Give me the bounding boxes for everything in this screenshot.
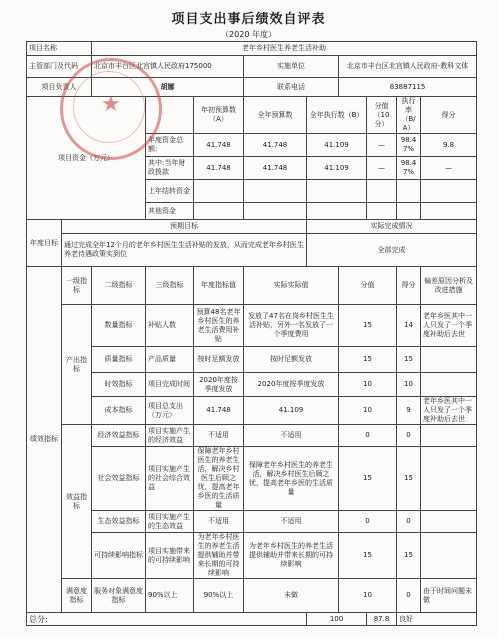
perf-get: 0 [397,425,421,447]
perf-target: 90%以上 [194,579,244,613]
funds-label: 项目资金（万元） [27,97,146,220]
perf-get: 10 [397,373,421,397]
funds-head-initial: 年初预算数（A） [194,97,244,134]
perf-score: 0 [339,425,397,447]
perf-head: 二级指标 [92,267,146,305]
perf-actual: 不适用 [244,511,339,533]
satisfaction-indicator-label: 满意度指标 [62,579,92,613]
perf-head: 年度指标值 [194,267,244,305]
funds-cell: 41.109 [307,134,367,157]
funds-cell: 98.47% [397,134,421,157]
perf-target: 预算48名老年乡村医生的养老生活费用补贴 [194,305,244,347]
funds-cell: 41.748 [244,157,307,180]
perf-score: 15 [339,305,397,347]
perf-l2: 可持续影响指标 [92,533,146,579]
perf-section-label: 绩效指标 [27,267,62,613]
funds-cell: 98.47% [397,157,421,180]
total-label: 总分: [27,613,307,626]
funds-cell: 9.8 [421,134,477,157]
perf-note [421,347,477,373]
unit-value: 北京市丰台区北宫镇人民政府-教科文体 [339,56,477,78]
funds-cell [307,203,367,220]
perf-l3: 补贴人数 [146,305,194,347]
perf-score: 15 [339,447,397,511]
perf-l3: 项目实施带来的可持续影响 [146,533,194,579]
perf-get: 9 [397,397,421,425]
perf-score: 0 [339,511,397,533]
perf-l3: 项目完成时间 [146,373,194,397]
perf-note: 老年乡医其中一人只发了一个季度补助后去世 [421,305,477,347]
perf-get: 0 [397,579,421,613]
perf-score: 10 [339,373,397,397]
project-name-value: 老年乡村医生养老生活补助 [92,42,477,56]
perf-head: 三级指标 [146,267,194,305]
perf-actual: 按时足额发放 [244,347,339,373]
perf-l3: 项目实施产生的社会综合效益 [146,447,194,511]
perf-note: 由于时间问题未做 [421,579,477,613]
funds-head-exec: 全年执行数（B） [307,97,367,134]
perf-note [421,533,477,579]
seal-star-icon: ★ [101,92,121,117]
funds-cell [307,180,367,203]
funds-cell [194,203,244,220]
perf-actual: 保障老年乡村医生的养老生活，解决乡村医生后顾之忧，提高老年乡医的生活质量 [244,447,339,511]
perf-l3: 产品质量 [146,347,194,373]
funds-head-score: 分值（10分） [367,97,397,134]
perf-head: 一级指标 [62,267,92,305]
goal-expected-text: 通过完成全年12个月的老年乡村医生生活补贴的发放，从而完成老年乡村医生养老待遇政策实到位 [62,234,307,267]
perf-target: 不适用 [194,511,244,533]
perf-note [421,373,477,397]
funds-cell: 41.748 [194,157,244,180]
perf-head: 实际实际值 [244,267,339,305]
project-name-label: 项目名称 [27,42,92,56]
funds-cell [244,203,307,220]
funds-cell [421,180,477,203]
perf-get: 14 [397,305,421,347]
funds-cell: — [421,157,477,180]
leader-label: 项目负责人 [27,78,92,97]
perf-note [421,447,477,511]
effect-indicator-label: 效益指标 [62,425,92,579]
total-score: 100 [307,613,367,626]
funds-row-label: 上年结转资金 [146,180,194,203]
perf-note: 老年乡医其中一人只发了一个季度补助后去世 [421,397,477,425]
funds-row-label: 年度资金总额: [146,134,194,157]
perf-head: 分值 [339,267,397,305]
page-title: 项目支出事后绩效自评表 [171,12,326,27]
funds-cell [367,203,397,220]
perf-actual: 2020年度按季度发放 [244,373,339,397]
funds-row-label: 其中:当年财政拨款 [146,157,194,180]
goal-actual-text: 全部完成 [307,234,477,267]
funds-cell: 41.748 [244,134,307,157]
funds-head-rate: 执行率（B/A） [397,97,421,134]
perf-target: 2020年度按季度发放 [194,373,244,397]
perf-head: 得分 [397,267,421,305]
funds-cell [244,180,307,203]
funds-cell [397,180,421,203]
funds-cell: — [367,134,397,157]
perf-l2: 生态效益指标 [92,511,146,533]
perf-get: 0 [397,511,421,533]
perf-target: 按时足额发放 [194,347,244,373]
total-get: 87.8 [367,613,397,626]
funds-cell: — [367,157,397,180]
funds-cell [421,203,477,220]
perf-target: 不适用 [194,425,244,447]
perf-score: 10 [339,579,397,613]
dept-label: 主管部门及代码 [27,56,92,78]
perf-score: 15 [339,533,397,579]
perf-actual: 未做 [244,579,339,613]
perf-l2: 成本指标 [92,397,146,425]
phone-label: 联系电话 [244,78,339,97]
perf-actual: 为老年乡村医生的养老生活提供辅助并带来长期的可持续影响 [244,533,339,579]
perf-note [421,511,477,533]
leader-value: 胡娜 [92,78,244,97]
phone-value: 83887115 [339,78,477,97]
perf-get: 15 [397,533,421,579]
perf-l2: 社会效益指标 [92,447,146,511]
funds-cell: 41.109 [307,157,367,180]
perf-score: 10 [339,397,397,425]
perf-note [421,425,477,447]
funds-cell [194,180,244,203]
funds-blank-head [146,97,194,134]
funds-cell [397,203,421,220]
perf-l2: 质量指标 [92,347,146,373]
funds-cell: 41.748 [194,134,244,157]
perf-target: 保障老年乡村医生的养老生活，解决乡村医生后顾之忧，提高老年乡医的生活质量 [194,447,244,511]
perf-l3: 项目实施产生的生态效益 [146,511,194,533]
perf-actual: 不适用 [244,425,339,447]
goal-label: 年度目标 [27,220,62,267]
perf-score: 15 [339,347,397,373]
funds-head-get: 得分 [421,97,477,134]
perf-l2: 经济效益指标 [92,425,146,447]
perf-l2: 服务对象满意度指标 [92,579,146,613]
perf-get: 15 [397,447,421,511]
funds-cell [367,180,397,203]
evaluation-table [26,41,477,626]
perf-target: 为老年乡村医生的养老生活提供辅助并带来长期的可持续影响 [194,533,244,579]
unit-label: 实施单位 [244,56,339,78]
perf-l3: 项目实施产生的经济效益 [146,425,194,447]
funds-row-label: 其他资金 [146,203,194,220]
perf-l2: 时效指标 [92,373,146,397]
funds-head-full: 全年预算数 [244,97,307,134]
perf-l3: 项目总支出（万元） [146,397,194,425]
perf-actual: 41.109 [244,397,339,425]
total-grade: 良好 [397,613,477,626]
perf-head: 偏差原因分析及改进措施 [421,267,477,305]
goal-actual-label: 实际完成情况 [307,220,477,234]
perf-l3: 90%以上 [146,579,194,613]
goal-expected-label: 预期目标 [62,220,307,234]
perf-actual: 发放了47名在岗乡村医生生活补贴，另外一名发放了一个季度费用 [244,305,339,347]
perf-get: 15 [397,347,421,373]
dept-value: 北京市丰台区北宫镇人民政府175000 [92,56,244,78]
output-indicator-label: 产出指标 [62,305,92,425]
perf-l2: 数量指标 [92,305,146,347]
report-year: （2020 年度） [221,30,276,39]
perf-target: 41.748 [194,397,244,425]
